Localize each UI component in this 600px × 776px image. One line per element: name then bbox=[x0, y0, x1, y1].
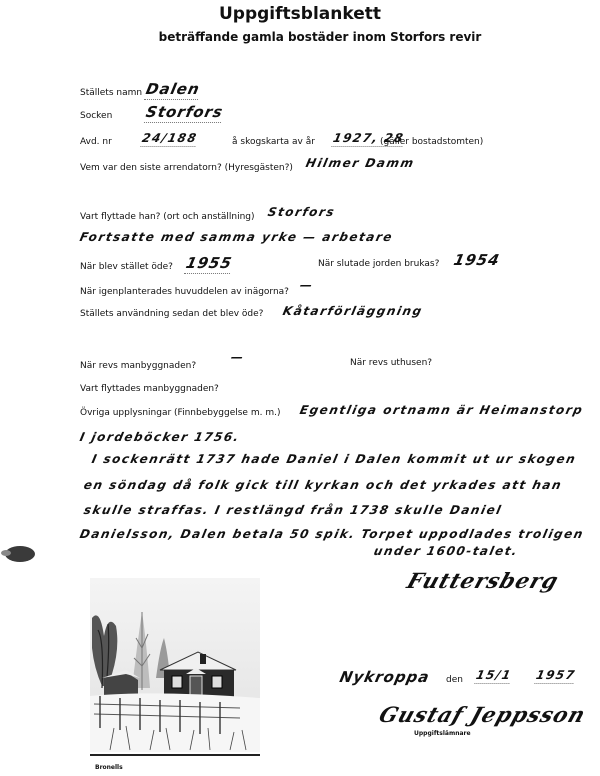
form-subtitle: beträffande gamla bostäder inom Storfors revir bbox=[158, 30, 482, 44]
punch-hole-mark bbox=[0, 543, 36, 565]
value-vart-flyttade: Storfors bbox=[266, 205, 337, 219]
ovriga-line-7: under 1600-talet. bbox=[372, 544, 520, 558]
label-flyttades-manbyggnaden: Vart flyttades manbyggnaden? bbox=[80, 384, 219, 394]
label-date: den bbox=[446, 675, 463, 685]
value-anvandning: Kåtarförläggning bbox=[281, 304, 425, 318]
label-nar-ode: När blev stället öde? bbox=[80, 262, 173, 272]
label-manbyggnaden: När revs manbyggnaden? bbox=[80, 361, 197, 371]
label-brukas: När slutade jorden brukas? bbox=[318, 259, 440, 269]
value-nar-ode: 1955 bbox=[184, 254, 234, 272]
house-photo bbox=[90, 578, 260, 756]
ovriga-line-5: skulle straffas. I restlängd från 1738 skulle Daniel bbox=[82, 503, 504, 517]
value-stallets-namn: Dalen bbox=[144, 80, 202, 98]
value-socken: Storfors bbox=[144, 103, 225, 121]
value-brukas: 1954 bbox=[452, 251, 502, 269]
ovriga-line-3: I sockenrätt 1737 hade Daniel i Dalen kommit ut ur skogen bbox=[90, 452, 578, 466]
signature-caption: Uppgiftslämnare bbox=[414, 730, 471, 737]
signature-bottom: Gustaf Jeppsson bbox=[375, 702, 590, 727]
label-bostadstomten: (gäller bostadstomten) bbox=[380, 137, 484, 147]
value-year: 1957 bbox=[534, 668, 578, 682]
value-place: Nykroppa bbox=[338, 668, 432, 686]
label-vart-flyttade: Vart flyttade han? (ort och anställning) bbox=[80, 212, 255, 222]
label-socken: Socken bbox=[80, 111, 113, 121]
ovriga-line-2: I jordeböcker 1756. bbox=[78, 430, 242, 444]
label-avd-nr: Avd. nr bbox=[80, 137, 112, 147]
label-igenplanterades: När igenplanterades huvuddelen av inägorna? bbox=[80, 287, 289, 297]
label-stallets-namn: Ställets namn bbox=[80, 88, 143, 98]
label-ovriga: Övriga upplysningar (Finnbebyggelse m. m.) bbox=[80, 408, 281, 418]
ovriga-line-1: Egentliga ortnamn är Heimanstorp bbox=[298, 403, 585, 417]
value-manbyggnaden: — bbox=[229, 350, 246, 364]
label-arrendator: Vem var den siste arrendatorn? (Hyresgästen?) bbox=[80, 163, 293, 173]
ovriga-line-6: Danielsson, Dalen betala 50 spik. Torpet uppodlades troligen bbox=[78, 527, 586, 541]
value-igenplanterades: — bbox=[298, 278, 315, 292]
value-flyttade-continuation: Fortsatte med samma yrke — arbetare bbox=[78, 230, 395, 244]
label-anvandning: Ställets användning sedan det blev öde? bbox=[80, 309, 264, 319]
label-uthusen: När revs uthusen? bbox=[350, 358, 433, 368]
label-skogskarta: å skogskarta av år bbox=[232, 137, 315, 147]
value-date: 15/1 bbox=[474, 668, 514, 682]
value-avd-nr: 24/188 bbox=[140, 131, 199, 145]
value-skogskarta-year: 1927, 28 bbox=[331, 131, 406, 145]
form-title: Uppgiftsblankett bbox=[219, 4, 381, 24]
value-arrendator: Hilmer Damm bbox=[304, 156, 417, 170]
signature-top: Futtersberg bbox=[403, 568, 563, 593]
photo-caption: Bronells bbox=[95, 764, 123, 771]
ovriga-line-4: en söndag då folk gick till kyrkan och det yrkades att han bbox=[82, 478, 564, 492]
